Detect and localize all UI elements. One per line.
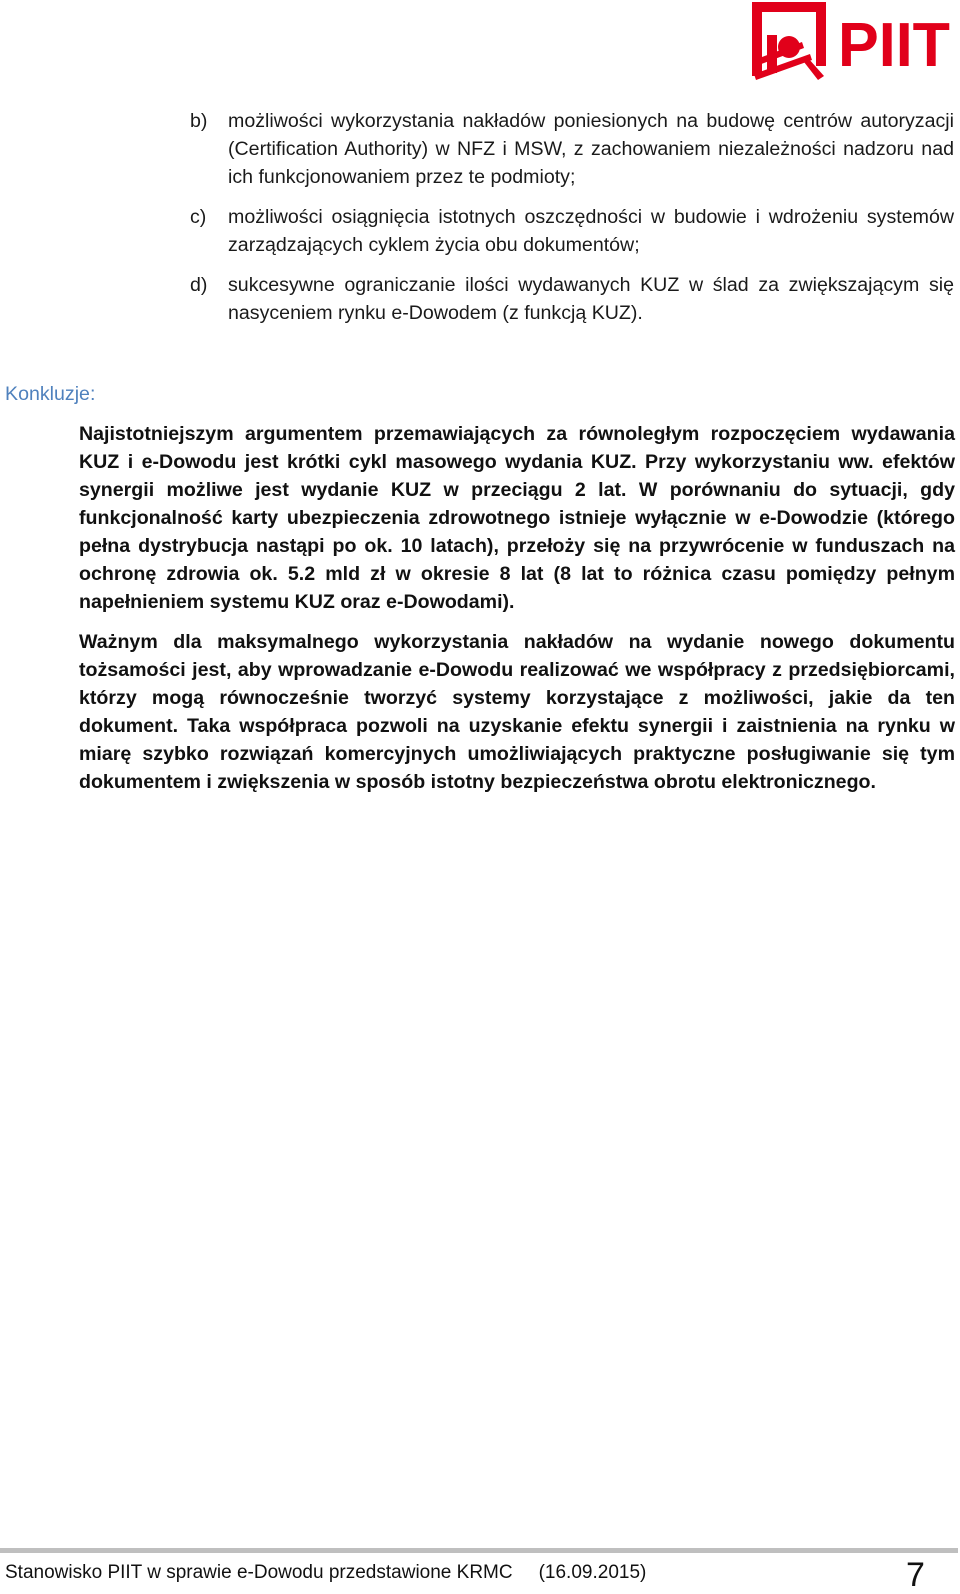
list-item-b [190,107,954,191]
logo-text: PIIT [838,11,951,80]
conclusions-heading: Konkluzje: [5,383,96,405]
footer-divider [0,1548,958,1553]
conclusion-paragraph-1: Najistotniejszym argumentem przemawiających za równoległym rozpoczęciem wydawania KUZ i e-Dowodu jest krótki cykl masowego wydania KUZ. Przy wykorzystaniu ww. efektów synergii możliwe jest wydanie KUZ w przeciągu 2 lat. W porównaniu do sytuacji, gdy funkcjonalność karty ubezpieczenia zdrowotnego istnieje wyłącznie w e-Dowodzie (którego pełna dystrybucja nastąpi po ok. 10 latach), przełoży się na przywrócenie w funduszach na ochronę zdrowia ok. 5.2 mld zł w okresie 8 lat (8 lat to różnica czasu pomiędzy pełnym napełnieniem systemu KUZ oraz e-Dowodami). [79,423,955,613]
conclusion-paragraph-2: Ważnym dla maksymalnego wykorzystania nakładów na wydanie nowego dokumentu tożsamości jest, aby wprowadzanie e-Dowodu realizować we współpracy z przedsiębiorcami, którzy mogą równocześnie tworzyć systemy korzystające z możliwości, jakie da ten dokument. Taka współpraca pozwoli na uzyskanie efektu synergii i zaistnienia na rynku w miarę szybko rozwiązań komercyjnych umożliwiających praktyczne posługiwanie się tym dokumentem i zwiększenia w sposób istotny bezpieczeństwa obrotu elektronicznego. [79,631,955,793]
list-marker: b) [190,110,208,132]
piit-emblem-icon [752,2,826,80]
piit-logo [752,2,954,82]
list-text: możliwości wykorzystania nakładów poniesionych na budowę centrów autoryzacji (Certification Authority) w NFZ i MSW, z zachowaniem niezależności nadzoru nad ich funkcjonowaniem przez te podmioty; [228,110,954,188]
list-marker: d) [190,274,208,296]
list-text: sukcesywne ograniczanie ilości wydawanych KUZ w ślad za zwiększającym się nasyceniem rynku e-Dowodem (z funkcją KUZ). [228,274,954,324]
list-marker: c) [190,206,207,228]
list-item-c [190,203,954,259]
footer-caption [5,1560,646,1586]
list-item-d [190,271,954,327]
list-text: możliwości osiągnięcia istotnych oszczędności w budowie i wdrożeniu systemów zarządzających cyklem życia obu dokumentów; [228,206,954,256]
page-number: 7 [906,1556,925,1594]
footer-title: Stanowisko PIIT w sprawie e-Dowodu przedstawione KRMC [5,1562,513,1583]
footer-date: (16.09.2015) [538,1562,647,1583]
